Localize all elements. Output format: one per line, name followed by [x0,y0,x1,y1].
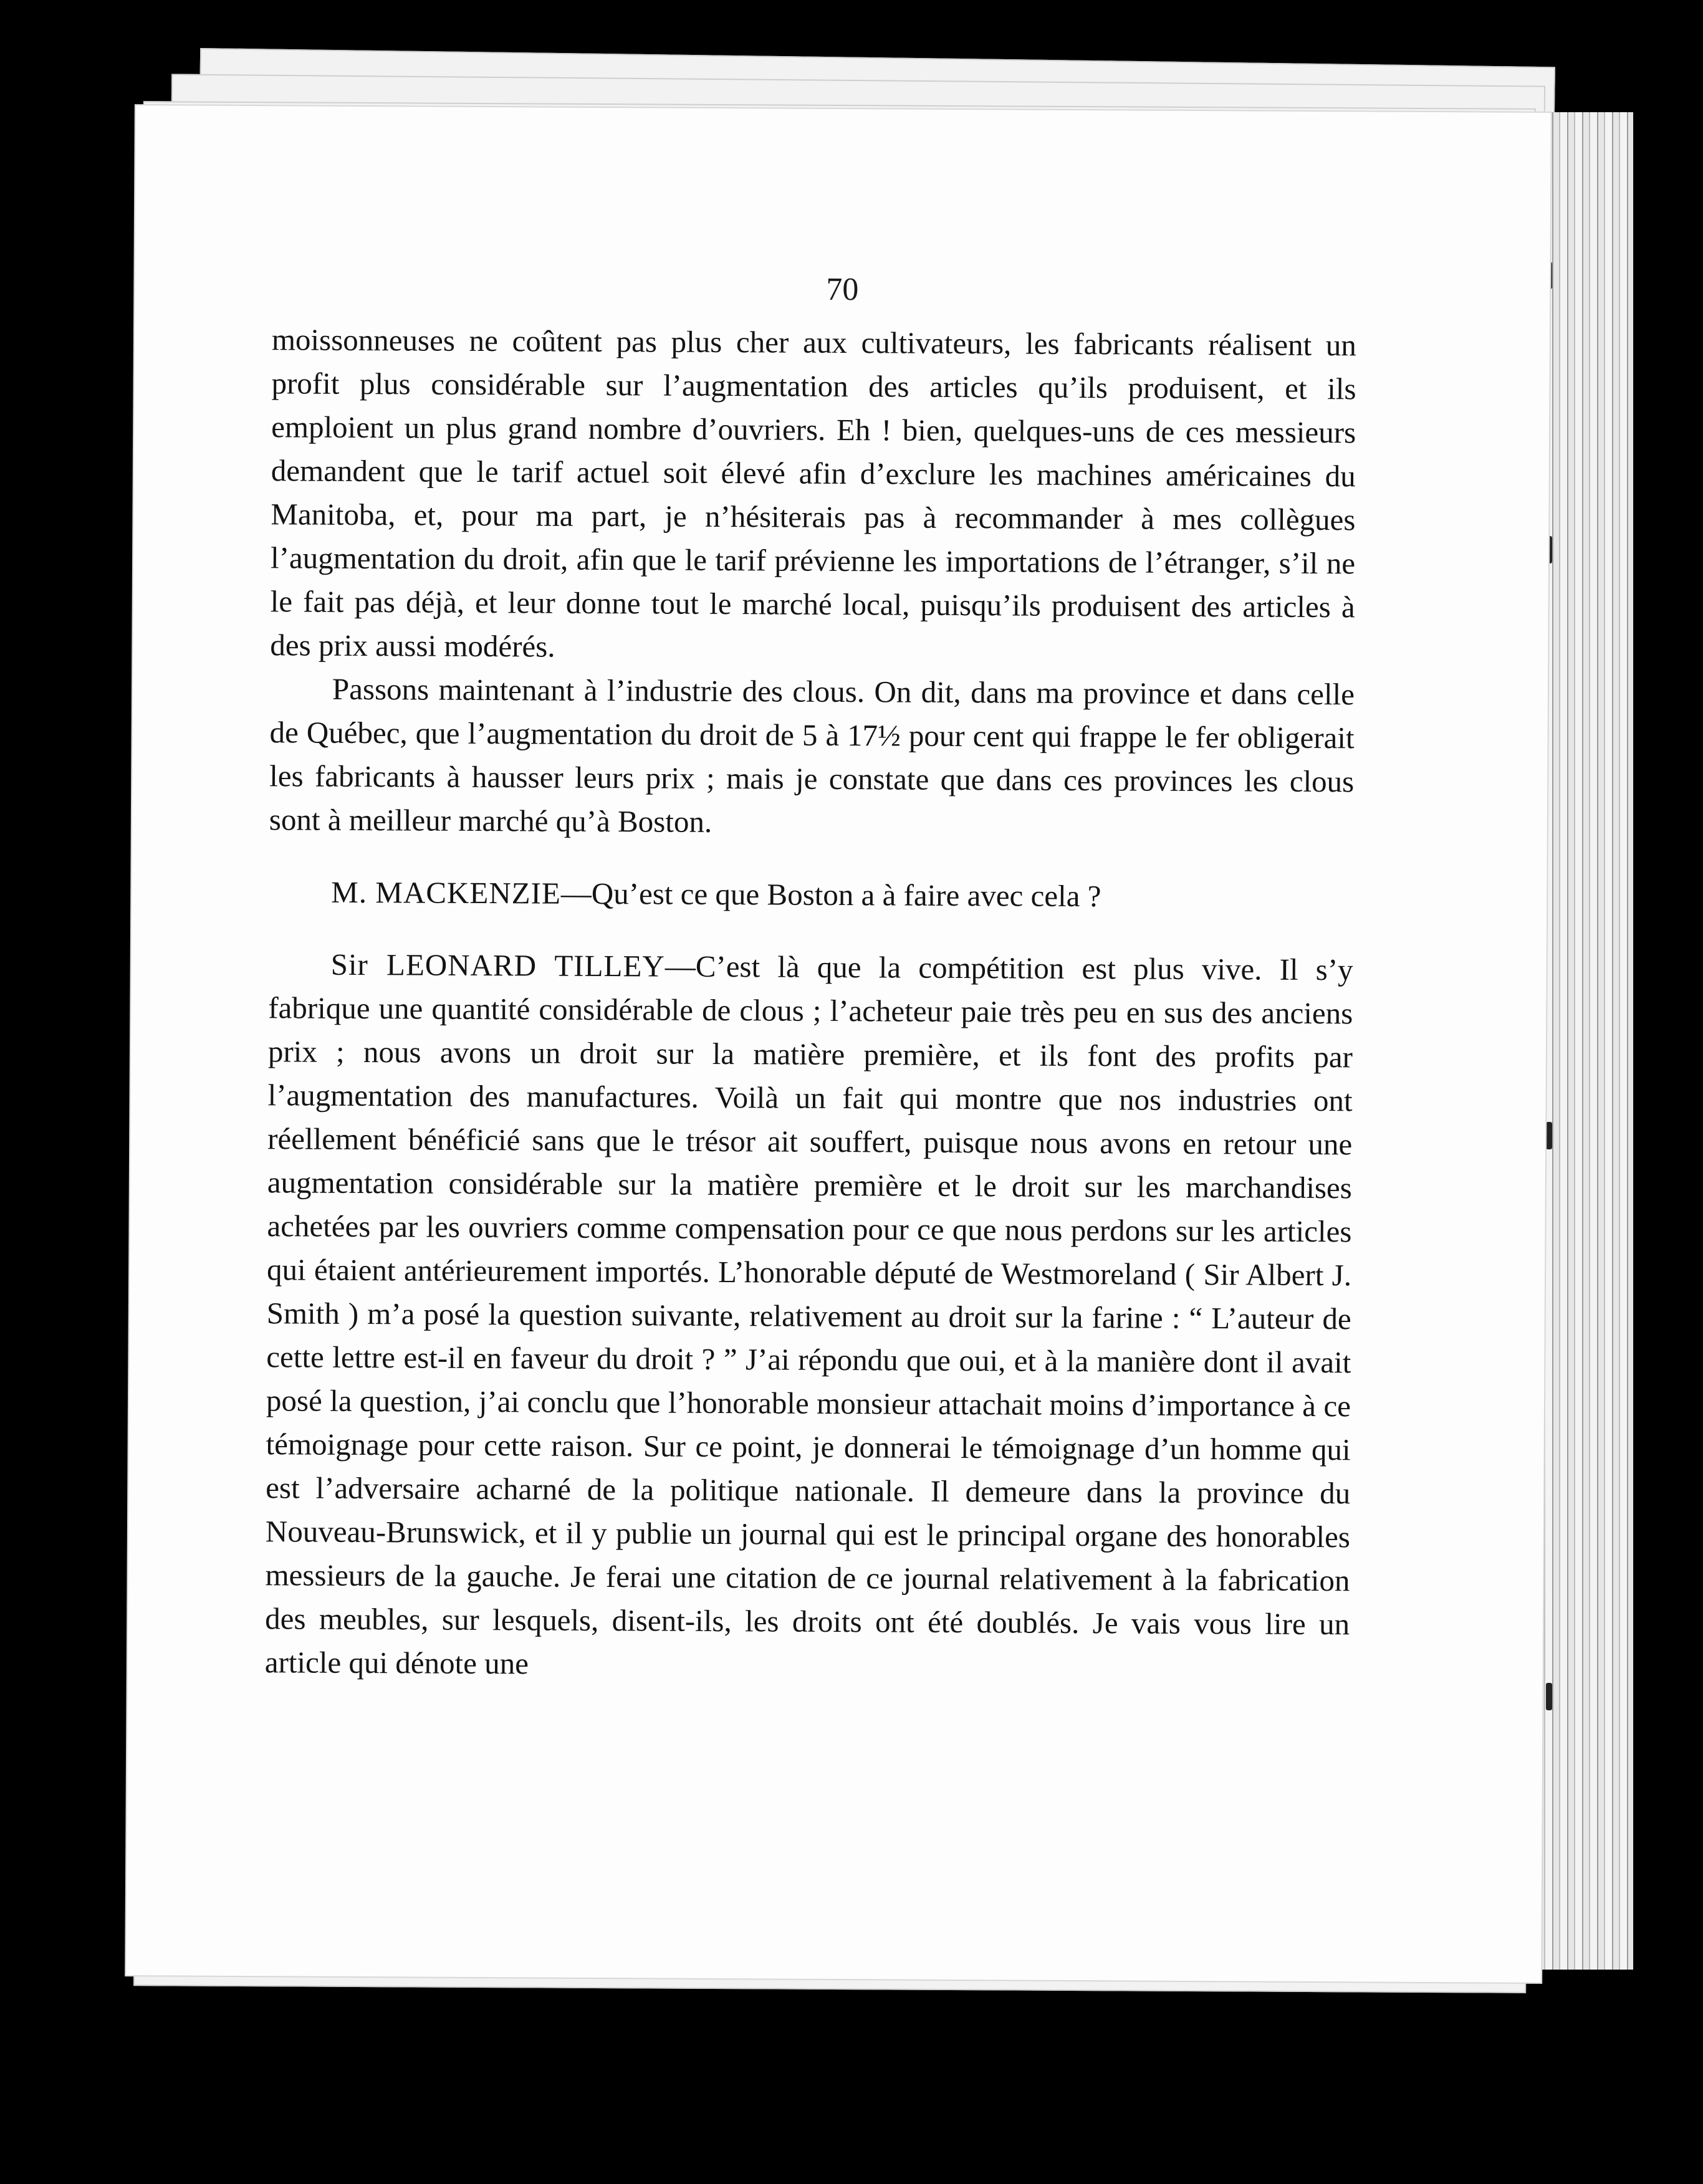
page-body [265,318,1356,1690]
paragraph-continuation: moissonneuses ne coûtent pas plus cher aux cultivateurs, les fabricants réalisent un profit plus considérable sur l’augmentation des articles qu’ils produisent, et ils emploient un plus grand nombre d’ouvriers. Eh ! bien, quelques-uns de ces messieurs demandent que le tarif actuel soit élevé afin d’exclure les machines américaines du Manitoba, et, pour ma part, je n’hésiterais pas à recommander à mes collègues l’augmentation du droit, afin que le tarif prévienne les importations de l’étranger, s’il ne le fait pas déjà, et leur donne tout le marché local, puisqu’ils produisent des articles à des prix aussi modérés. [270,322,1357,664]
binding-mark [1546,1683,1552,1710]
paragraph-tilley [265,942,1353,1690]
binding-mark [1546,1122,1552,1149]
speaker-name: M. MACKENZIE [331,874,561,911]
paragraph-mackenzie [269,870,1353,919]
paragraph-nails: Passons maintenant à l’industrie des clous. On dit, dans ma province et dans celle de Québec, que l’augmentation du droit de 5 à 17½ pour cent qui frappe le fer obligerait les fabricants à hausser leurs prix ; mais je constate que dans ces provinces les clous sont à meilleur marché qu’à Boston. [269,671,1355,839]
speech-text: —C’est là que la compétition est plus vive. Il s’y fabrique une quantité considérable de clous ; l’acheteur paie très peu en sus des anciens prix ; nous avons un droit sur la matière première, et ils font des profits par l’augmentation des manufactures. Voilà un fait qui montre que nos industries ont réellement bénéficié sans que le trésor ait souffert, puisque nous avons en retour une augmentation considérable sur la matière première et le droit sur les marchandises achetées par les ouvriers comme compensation pour ce que nous perdons sur les articles qui étaient antérieurement importés. L’honorable député de Westmoreland ( Sir Albert J. Smith ) m’a posé la question suivante, relativement au droit sur la farine : “ L’auteur de cette lettre est-il en faveur du droit ? ” J’ai répondu que oui, et à la manière dont il avait posé la question, j’ai conclu que l’honorable monsieur attachait moins d’importance à ce témoignage pour cette raison. Sur ce point, je donnerai le témoignage d’un homme qui est l’adversaire acharné de la politique nationale. Il demeure dans la province du Nouveau-Brunswick, et il y publie un journal qui est le principal organe des honorables messieurs de la gauche. Je ferai une citation de ce journal relativement à la fabrication des meubles, sur lesquels, disent-ils, les droits ont été doublés. Je vais vous lire un article qui dénote une [264,949,1353,1681]
speech-text: —Qu’est ce que Boston a à faire avec cela ? [560,876,1101,914]
speaker-name: Sir LEONARD TILLEY [330,947,665,984]
page-number: 70 [826,271,859,308]
book-page [126,105,1551,1983]
